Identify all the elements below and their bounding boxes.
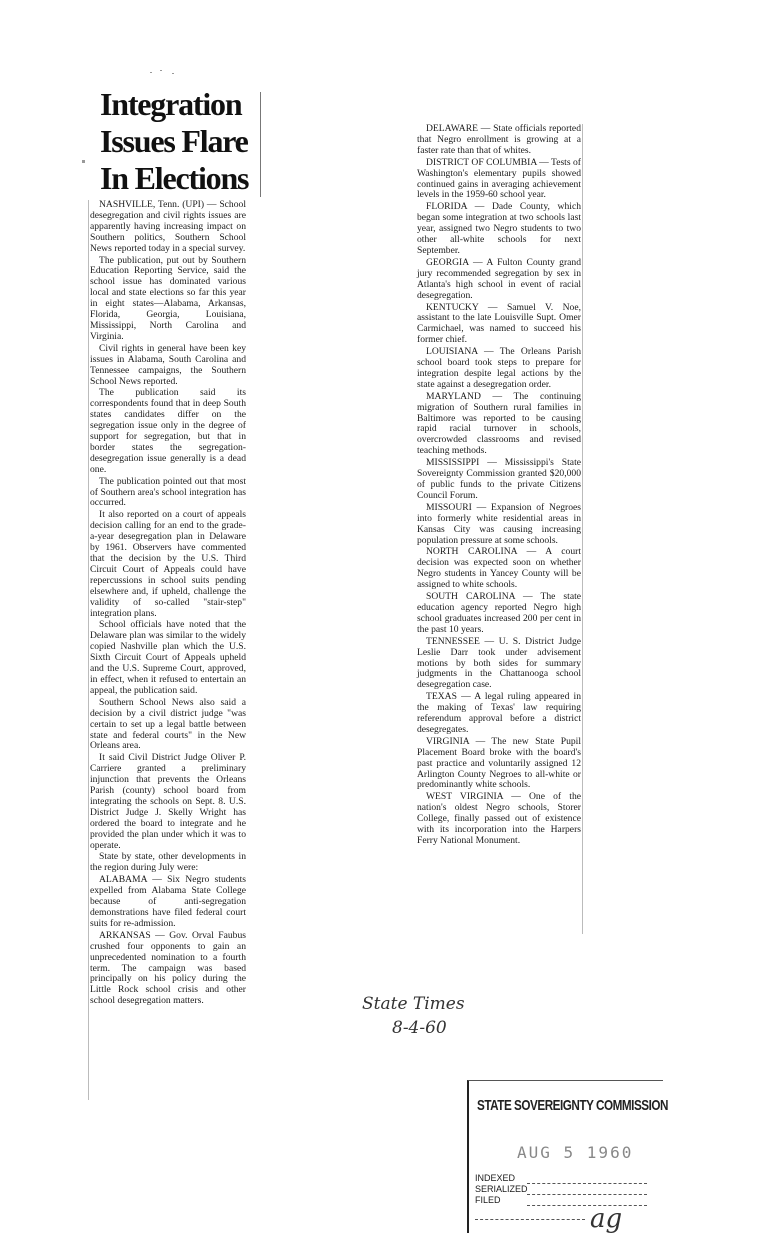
stamp-line bbox=[527, 1183, 647, 1184]
paragraph: MARYLAND — The continuing migration of Southern rural families in Baltimore was reported to be causing rapid racial turnover in schools, overcrowded classrooms and revised teaching methods. bbox=[417, 390, 581, 457]
headline-line-1: Integration bbox=[100, 86, 242, 122]
paragraph: FLORIDA — Dade County, which began some integration at two schools last year, assigned two Negro students to two other all-white schools for next September. bbox=[417, 201, 581, 256]
stamp-labels bbox=[475, 1173, 528, 1206]
paragraph: TENNESSEE — U. S. District Judge Leslie Darr took under advisement motions by both sides for summary judgments in the Chattanooga school desegregation case. bbox=[417, 635, 581, 691]
paragraph: NASHVILLE, Tenn. (UPI) — School desegregation and civil rights issues are apparently having increasing impact on Southern politics, Southern School News reported today in a special survey. bbox=[90, 199, 246, 254]
paragraph: SOUTH CAROLINA — The state education agency reported Negro high school graduates increased 200 per cent in the past 10 years. bbox=[417, 591, 581, 635]
article-left-column bbox=[90, 200, 246, 1007]
headline-line-2: Issues Flare bbox=[100, 123, 248, 159]
paragraph: It said Civil District Judge Oliver P. Carriere granted a preliminary injunction that prevents the Orleans Parish (county) school board from integrating the schools on Sept. 8. U.S. District Judge J. Skelly Wright has ordered the board to integrate and he provided the plan under which it was to operate. bbox=[90, 752, 246, 851]
paragraph: School officials have noted that the Delaware plan was similar to the widely copied Nashville plan which the U.S. Sixth Circuit Court of Appeals upheld and the U.S. Supreme Court, approved, in effect, when it refused to entertain an appeal, the publication said. bbox=[90, 619, 246, 696]
paragraph: TEXAS — A legal ruling appeared in the making of Texas' law requiring referendum approval before a district desegregates. bbox=[417, 691, 581, 735]
stamp-title: STATE SOVEREIGNTY COMMISSION bbox=[477, 1097, 669, 1114]
paragraph: Southern School News also said a decision by a civil district judge "was certain to set up a legal battle between state and federal courts" in the New Orleans area. bbox=[90, 696, 246, 752]
paragraph: WEST VIRGINIA — One of the nation's oldest Negro schools, Storer College, finally passed out of existence with its incorporation into the Harpers Ferry National Monument. bbox=[417, 791, 581, 846]
stamp-label-serialized: SERIALIZED bbox=[475, 1184, 528, 1194]
paragraph: GEORGIA — A Fulton County grand jury recommended segregation by sex in Atlanta's high school in event of racial desegregation. bbox=[417, 256, 581, 301]
paragraph: It also reported on a court of appeals decision calling for an end to the grade-a-year desegregation plan in Delaware by 1961. Observers have commented that the decision by the U.S. Third Circuit Court of Appeals could have repercussions in school suits pending elsewhere and, if upheld, challenge the validity of so-called "stair-step" integration plans. bbox=[90, 509, 246, 619]
paragraph: ARKANSAS — Gov. Orval Faubus crushed four opponents to gain an unprecedented nomination to a fourth term. The campaign was based principally on his policy during the Little Rock school crisis and other school desegregation matters. bbox=[90, 929, 246, 1007]
headline-line-3: In Elections bbox=[100, 160, 249, 196]
paragraph: The publication pointed out that most of Southern area's school integration has occurred. bbox=[90, 475, 246, 509]
paragraph: MISSOURI — Expansion of Negroes into formerly white residential areas in Kansas City was causing increasing population pressure at some schools. bbox=[417, 501, 581, 546]
stamp-line bbox=[475, 1219, 585, 1220]
paragraph: LOUISIANA — The Orleans Parish school board took steps to prepare for integration despite legal actions by the state against a desegregation order. bbox=[417, 346, 581, 390]
stamp-label-filed: FILED bbox=[475, 1195, 501, 1205]
paragraph: VIRGINIA — The new State Pupil Placement Board broke with the board's past practice and voluntarily assigned 12 Arlington County Negroes to all-white or predominantly white schools. bbox=[417, 735, 581, 791]
stamp-line bbox=[527, 1205, 647, 1206]
paragraph: The publication, put out by Southern Education Reporting Service, said the school issue has dominated various local and state elections so far this year in eight states—Alabama, Arkansas, Florida, Georgia, Louisiana, Mississippi, North Carolina and Virginia. bbox=[90, 254, 246, 342]
stamp-label-indexed: INDEXED bbox=[475, 1173, 516, 1183]
headline-rule bbox=[260, 92, 261, 197]
paragraph: The publication said its correspondents found that in deep South states candidates differ on the segregation issue only in the degree of support for segregation, but that in border states the segregation-desegregation issue generally is a dead one. bbox=[90, 387, 246, 475]
paragraph: State by state, other developments in the region during July were: bbox=[90, 851, 246, 874]
paragraph: NORTH CAROLINA — A court decision was expected soon on whether Negro students in Yancey County will be assigned to white schools. bbox=[417, 546, 581, 591]
right-column-rule bbox=[582, 124, 583, 934]
commission-stamp bbox=[467, 1080, 669, 1233]
paragraph: DELAWARE — State officials reported that Negro enrollment is growing at a faster rate than that of whites. bbox=[417, 123, 581, 156]
handwritten-initials: ag bbox=[590, 1204, 623, 1234]
article-right-column bbox=[417, 124, 581, 847]
paragraph: ALABAMA — Six Negro students expelled from Alabama State College because of anti-segregation demonstrations have filed federal court suits for re-admission. bbox=[90, 874, 246, 929]
headline bbox=[100, 86, 260, 197]
handwritten-date: 8-4-60 bbox=[392, 1018, 447, 1038]
stamp-date: AUG 5 1960 bbox=[517, 1143, 634, 1162]
handwritten-source: State Times bbox=[362, 994, 465, 1014]
paragraph: DISTRICT OF COLUMBIA — Tests of Washington's elementary pupils showed continued gains in averaging achievement levels in the 1959-60 school year. bbox=[417, 156, 581, 201]
stamp-line bbox=[527, 1194, 647, 1195]
handwritten-annotation bbox=[362, 992, 502, 1040]
paragraph: MISSISSIPPI — Mississippi's State Sovereignty Commission granted $20,000 of public funds to the private Citizens Council Forum. bbox=[417, 457, 581, 501]
paragraph: Civil rights in general have been key issues in Alabama, South Carolina and Tennessee campaigns, the Southern School News reported. bbox=[90, 342, 246, 387]
paragraph: KENTUCKY — Samuel V. Noe, assistant to the late Louisville Supt. Omer Carmichael, was named to succeed his former chief. bbox=[417, 301, 581, 346]
left-column-rule bbox=[88, 200, 89, 1100]
